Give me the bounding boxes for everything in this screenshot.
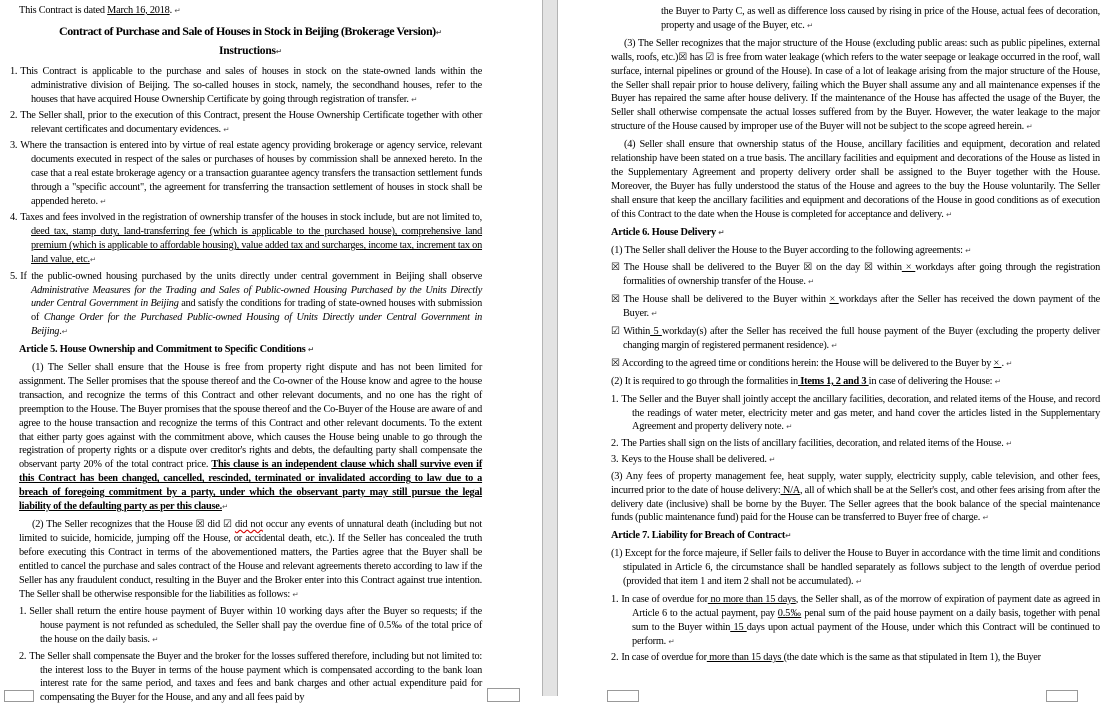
item-number: 1.: [10, 65, 18, 77]
fill-in-blank: 5: [650, 326, 662, 338]
text-segment: The Parties shall sign on the lists of ancillary facilities, decoration, and related items of the House.: [621, 437, 1006, 449]
article-6-clause-3: [611, 470, 1100, 526]
text-segment: (the date which is the same as that stipulated in Item 1), the Buyer: [783, 652, 1041, 664]
paragraph-mark-icon: ↵: [785, 531, 792, 541]
text-segment: .: [169, 5, 175, 16]
fill-in-blank: ×: [829, 294, 839, 306]
text-segment: within: [872, 262, 902, 274]
text-segment: The House shall be delivered to the Buyer: [619, 262, 804, 274]
text-segment: Seller shall return the entire house payment of Buyer within 10 working days after the Buyer so requests; if the house payment is not refunded as scheduled, the Seller shall pay the overdue fine of 0.5‰ of the total price of the house on the daily basis.: [29, 606, 483, 646]
item-number: 2.: [611, 437, 619, 449]
paragraph-mark-icon: ↵: [89, 255, 97, 265]
article-6-clause-1: [611, 244, 1100, 258]
text-segment: , all of which shall be at the Seller's cost, and other fees arising from after the delivery date (inclusive) shall be borne by the Buyer. The Seller agrees that the book balance of the special maintenance funds (public maintenance fund) paid for the House can be transferred to Buyer free of charge.: [611, 484, 1100, 524]
paragraph-mark-icon: ↵: [307, 345, 315, 355]
paragraph-mark-icon: ↵: [994, 376, 1001, 386]
regulation-title: Administrative Measures for the Trading and Sales of Public-owned Housing Purchased by the Units Directly under Central Government in Beijing: [31, 284, 483, 310]
text-segment: The Seller shall compensate the Buyer and the broker for the losses suffered therefore, including but not limited to: the interest loss to the Buyer in terms of the house payment which is compensated according to the bank loan interest rate for the same period, and taxes and fees and bank charges and other actual expenditure paid for compensating the Buyer for the House, and any and all fees paid by: [29, 650, 483, 704]
text-segment: days upon actual payment of the House, under which this Contract will be continued to perform.: [632, 621, 1100, 647]
paragraph-mark-icon: ↵: [806, 20, 814, 30]
text-segment: occur any events of unnatural death (including but not limited to suicide, homicide, jumping off the House, or accidental death, etc.). If the Seller has concealed the truth before executing this Contract in terms of the abovementioned matters, the Parties agree that the Buyer shall be entitled to cancel the purchase and sales contract of the House and relevant agreements thereto according to law if the Seller has any fraudulent conduct, resulting in the Buyer and the Broker enter into this Contract against true intention. The Seller shall be otherwise responsible for the liabilities as follows:: [19, 519, 483, 600]
paragraph-mark-icon: ↵: [61, 327, 68, 337]
contract-dateline: [19, 4, 482, 18]
text-segment: Where the transaction is entered into by virtue of real estate agency providing brokerage or agency service, relevant documents executed in respect of the sales or purchases of houses by commission shall be annexed hereto. In the case that a real estate brokerage agency or a transaction guarantee agency transfers the transaction settlement funds through a "specific account", the agreement for transferring the transaction settlement of houses in stock shall be appended hereto.: [20, 140, 483, 208]
text-segment: (1) The Seller shall deliver the House to the Buyer according to the following agreements:: [611, 244, 966, 256]
page-gutter: [542, 0, 558, 696]
underlined-tax-list: deed tax, stamp duty, land-transferring fee (which is applicable to the purchased house), comprehensive land premium (which is applicable to affordable housing), value added tax and surcharges, income tax, increment tax on land value, etc.: [31, 226, 483, 266]
text-segment: on the day: [812, 262, 864, 274]
liability-item-2-continuation: [661, 5, 1100, 33]
item-number: 2.: [10, 110, 18, 122]
text-segment: workdays after going through the registration formalities of ownership transfer of the House.: [623, 262, 1101, 288]
text-segment: (3) The Seller recognizes that the major structure of the House (excluding public areas: such as public pipelines, external walls, roofs, etc.): [611, 37, 1100, 63]
article-7-heading: [611, 529, 1100, 543]
cutoff-frame: [4, 690, 34, 702]
paragraph-mark-icon: ↵: [411, 94, 418, 104]
delivery-option-3: [611, 325, 1100, 353]
paragraph-mark-icon: ↵: [718, 227, 725, 237]
instruction-item-5: [10, 270, 482, 340]
paragraph-mark-icon: ↵: [651, 309, 658, 319]
paragraph-mark-icon: ↵: [831, 340, 838, 350]
underlined-term: 15: [730, 621, 747, 633]
overdue-item-1: [611, 593, 1100, 649]
text-segment: Keys to the House shall be delivered.: [621, 454, 770, 466]
item-number: 1.: [19, 606, 27, 618]
delivery-option-1: [611, 261, 1100, 289]
article-6-heading: [611, 226, 1100, 240]
article-5-clause-2: [19, 518, 482, 601]
checkbox-checked-icon: ☑: [611, 326, 620, 338]
item-number: 5.: [10, 270, 18, 282]
text-segment: Article 6. House Delivery: [611, 226, 716, 238]
checkbox-crossed-icon: ☒: [611, 262, 620, 274]
independent-clause-emphasis: This clause is an independent clause which shall survive even if this Contract has been changed, cancelled, rescinded, terminated or invalidated according to law due to a breach of foregoing commitment by a party, under which the observant party may still pursue the legal liability of the defaulting party as per this clause.: [19, 459, 483, 513]
cutoff-frame: [607, 690, 639, 702]
underlined-term: no more than 15 days: [707, 593, 796, 605]
instructions-heading: [19, 42, 482, 61]
text-segment: (4) Seller shall ensure that ownership status of the House, ancillary facilities and equipment, decoration and related relationship have been stated on a true basis. The ancillary facilities and equipment and decorations of the House as listed in the Supplementary Agreement and property delivery order shall be assigned to the Buyer together with the House. Moreover, the Buyer has fully understood the status of the House and agrees to the buy the House voluntarily. The Seller shall ensure that keep the ancillary facilities and equipment and decorations of the House in good conditions as of execution of this Contract to the date when the House is completed for acceptance and delivery.: [611, 139, 1100, 220]
item-number: 3.: [611, 454, 619, 466]
article-7-clause-1: [611, 547, 1100, 589]
formality-item-1: [611, 393, 1100, 435]
instruction-item-3: [10, 139, 482, 209]
text-segment: Article 5. House Ownership and Commitment to Specific Conditions: [19, 344, 306, 356]
paragraph-mark-icon: ↵: [435, 27, 443, 37]
article-5-clause-3: [611, 37, 1100, 134]
paragraph-mark-icon: ↵: [769, 455, 776, 465]
cutoff-frame: [487, 688, 520, 702]
paragraph-mark-icon: ↵: [855, 577, 863, 587]
text-segment: workdays after the Seller has received the down payment of the Buyer.: [623, 294, 1100, 320]
liability-item-2: [19, 650, 482, 705]
page-right: [558, 0, 1107, 696]
checkbox-checked-icon: ☑: [222, 519, 232, 530]
text-segment: (3) Any fees of property management fee, heat supply, water supply, electricity supply, cable television, and other fees, incurred prior to the date of house delivery:: [611, 470, 1100, 496]
text-segment: workday(s) after the Seller has received the full house payment of the Buyer (excluding the property deliver changing margin of registered permanent residence).: [623, 326, 1100, 351]
text-segment: (1) The Seller shall ensure that the House is free from property right dispute and has not been limited for assignment. The Seller promises that the spouse thereof and the Co-owner of the House know and agree to the house transaction, and recognize the terms of this Contract and other relevant documents, and no one has the right of preemption to the House. The Buyer promises that the spouse thereof and the Co-Buyer of the House are aware of and agree to the house transaction and recognize the terms of this Contract and other relevant documents. To the extent that either party goes against with the commitment above, which causes the House being unable to go through the registration of property rights or a dispute over creditor's rights and debts, the defaulting party shall compensate the observant party 20% of the total contract price.: [19, 362, 483, 471]
text-segment: is free from water leakage (which refers to the water seepage or leakage occurred in the roof, wall surface, internal pipelines or ground of the House). In case of a lot of leakage arising from the major structure of the House, the Seller shall repair prior to house delivery, failing which the Buyer shall assume any and all maintenance expenses if the Buyer has repaired the same after house delivery. If the maintenance of the House has affected the usage of the Buyer, the Seller shall otherwise compensate the actual losses suffered from by the Buyer. However, the water leakage to the major structure of the House caused by improper use of the Buyer will not be subject to the scope agreed herein.: [611, 51, 1100, 133]
fill-in-blank: ×: [993, 357, 1002, 369]
formality-item-2: [611, 437, 1100, 451]
checkbox-crossed-icon: ☒: [611, 294, 620, 306]
cutoff-frame: [1046, 690, 1078, 702]
text-segment: did: [204, 519, 223, 530]
paragraph-mark-icon: ↵: [152, 635, 159, 645]
text-segment: Instructions: [218, 44, 276, 57]
article-5-clause-4: [611, 138, 1100, 221]
paragraph-mark-icon: ↵: [808, 277, 815, 287]
article-6-clause-2: [611, 375, 1100, 389]
contract-title: [19, 22, 482, 42]
overdue-item-2: [611, 651, 1100, 665]
paragraph-mark-icon: ↵: [221, 502, 229, 512]
item-number: 1.: [611, 393, 619, 405]
delivery-option-4: [611, 357, 1100, 371]
contract-date: March 16, 2018: [107, 5, 170, 16]
item-number: 1.: [611, 593, 619, 605]
text-segment: This Contract is dated: [19, 5, 108, 16]
fill-in-blank: N/A: [780, 484, 800, 496]
checkbox-crossed-icon: ☒: [195, 519, 205, 530]
text-segment: If the public-owned housing purchased by the units directly under central government in Beijing shall observe: [20, 270, 483, 282]
item-number: 3.: [10, 140, 18, 152]
paragraph-mark-icon: ↵: [945, 209, 953, 219]
item-number: 2.: [19, 650, 27, 662]
paragraph-mark-icon: ↵: [174, 6, 181, 15]
text-segment: The House shall be delivered to the Buyer within: [619, 294, 830, 306]
paragraph-mark-icon: ↵: [100, 197, 107, 207]
item-number: 4.: [10, 212, 18, 224]
text-segment: .: [59, 326, 62, 338]
paragraph-mark-icon: ↵: [1005, 438, 1013, 448]
text-segment: .: [1001, 357, 1007, 369]
paragraph-mark-icon: ↵: [223, 125, 230, 135]
regulation-title: Change Order for the Purchased Public-owned Housing of Units Directly under Central Government in Beijing: [31, 312, 483, 338]
text-segment: Taxes and fees involved in the registration of ownership transfer of the houses in stock include, but are not limited to,: [20, 212, 483, 224]
text-segment: (2) The Seller recognizes that the House: [32, 519, 196, 530]
paragraph-mark-icon: ↵: [668, 636, 675, 646]
text-segment: Within: [619, 326, 651, 338]
item-number: 2.: [611, 652, 619, 664]
instruction-item-4: [10, 211, 482, 267]
items-emphasis: Items 1, 2 and 3: [797, 375, 869, 387]
checkbox-crossed-icon: ☒: [611, 357, 620, 369]
liability-item-1: [19, 605, 482, 647]
text-segment: According to the agreed time or conditions herein: the House will be delivered to the Buyer by: [619, 357, 994, 369]
checkbox-crossed-icon: ☒: [863, 262, 873, 274]
paragraph-mark-icon: ↵: [965, 245, 972, 255]
page-left: [0, 0, 542, 704]
paragraph-mark-icon: ↵: [275, 46, 283, 56]
checkbox-crossed-icon: ☒: [678, 51, 688, 63]
underlined-term: 0.5‰: [777, 607, 802, 619]
paragraph-mark-icon: ↵: [982, 513, 989, 523]
text-segment: the Buyer to Party C, as well as difference loss caused by rising in price of the House, actual fees of decoration, property and usage of the Buyer, etc.: [661, 6, 1100, 31]
text-segment: (2) It is required to go through the formalities in: [611, 375, 798, 387]
instruction-item-2: [10, 109, 482, 137]
text-segment: In case of overdue for: [621, 593, 708, 605]
text-segment: and satisfy the conditions for trading of state-owned houses with submission of: [31, 298, 483, 324]
text-segment: This Contract is applicable to the purchase and sales of houses in stock on the state-owned lands within the administrative division of Beijing. The so-called houses in stock, namely, the secondhand houses, refer to the houses that have acquired House Ownership Certificate by going through registration of transfer.: [20, 65, 483, 105]
underlined-term: more than 15 days: [706, 652, 784, 664]
text-segment: Contract of Purchase and Sale of Houses in Stock in Beijing (Brokerage Version): [59, 23, 436, 38]
text-segment: penal sum of the paid house payment on a daily basis, together with penal sum to the Buyer within: [632, 607, 1100, 633]
article-5-clause-1: [19, 361, 482, 514]
paragraph-mark-icon: ↵: [292, 589, 299, 599]
text-segment: The Seller and the Buyer shall jointly accept the ancillary facilities, decoration, and related items of the House, and record the readings of water meter, electricity meter and gas meter, and hand cover the articles listed in the Supplementary Agreement and property delivery note.: [621, 393, 1100, 433]
instruction-item-1: [10, 65, 482, 107]
text-segment: has: [687, 51, 706, 63]
paragraph-mark-icon: ↵: [1026, 122, 1033, 132]
paragraph-mark-icon: ↵: [1006, 358, 1013, 368]
formality-item-3: [611, 453, 1100, 467]
fill-in-blank: ×: [901, 262, 916, 274]
text-segment: In case of overdue for: [621, 652, 707, 664]
text-segment: , the Seller shall, as of the morrow of expiration of payment date as agreed in Article 6 to the actual payment, pay: [632, 593, 1100, 619]
text-segment: The Seller shall, prior to the execution of this Contract, present the House Ownership Certificate together with other relevant certificates and documentary evidences.: [20, 110, 483, 136]
text-segment: Article 7. Liability for Breach of Contract: [611, 530, 786, 542]
spellcheck-flagged-text: did not: [234, 519, 263, 530]
checkbox-crossed-icon: ☒: [803, 262, 813, 274]
text-segment: (1) Except for the force majeure, if Seller fails to deliver the House to Buyer in accordance with the time limit and conditions stipulated in Article 6, the circumstance shall be handled separately as follows subject to the length of overdue period (provided that item 1 and item 2 shall not be accumulated).: [611, 548, 1100, 588]
checkbox-checked-icon: ☑: [705, 51, 715, 63]
article-5-heading: [19, 343, 482, 357]
delivery-option-2: [611, 293, 1100, 321]
paragraph-mark-icon: ↵: [786, 422, 793, 432]
text-segment: in case of delivering the House:: [868, 375, 995, 387]
